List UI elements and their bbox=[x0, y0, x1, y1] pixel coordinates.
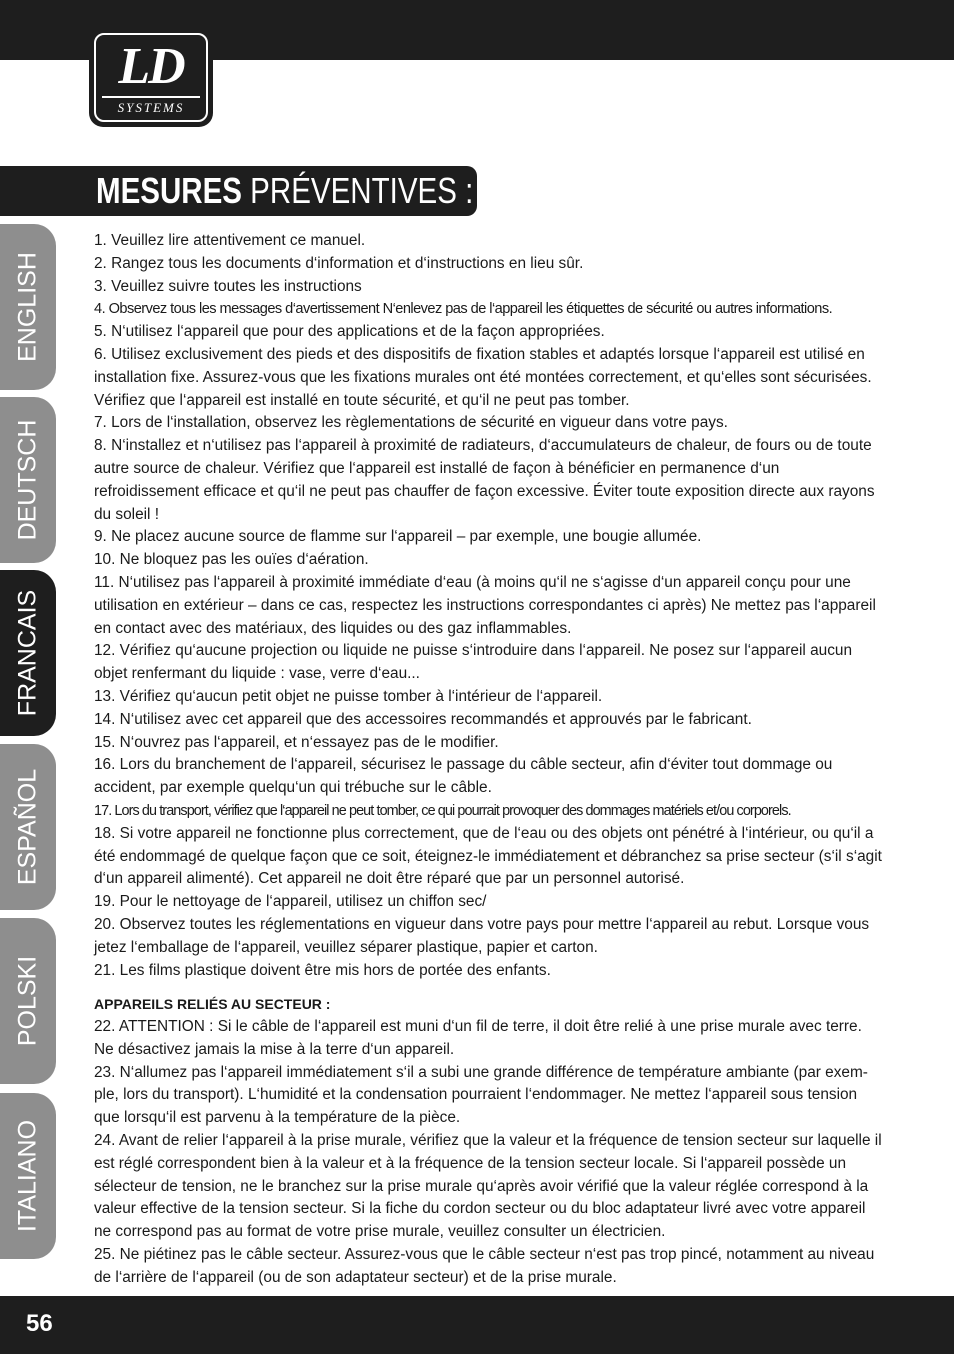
logo-divider bbox=[102, 96, 200, 98]
tab-label: ITALIANO bbox=[13, 1119, 42, 1233]
list-item: 1. Veuillez lire attentivement ce manuel. bbox=[94, 232, 366, 249]
list-item: 17. Lors du transport, vérifiez que l‘appareil ne peut tomber, ce qui pourrait provoquer des dommages matériels et/ou corporels. bbox=[94, 802, 791, 819]
list-item: 16. Lors du branchement de l‘appareil, sécurisez le passage du câble secteur, afin d‘éviter tout dommage ou accident, par exemple quelqu‘un qui trébuche sur le câble. bbox=[94, 756, 833, 797]
tab-italiano[interactable] bbox=[0, 1093, 56, 1259]
tab-deutsch[interactable] bbox=[0, 397, 56, 563]
page-number: 56 bbox=[26, 1310, 53, 1337]
list-item: 6. Utilisez exclusivement des pieds et des dispositifs de fixation stables et adaptés lorsque l‘appareil est utilisé en installation fixe. Assurez-vous que les fixations murales ont été montées correctement, et qu‘elles sont sécurisées. Vérifiez que l‘appareil est installé en toute sécurité, et qu‘il ne peut pas tomber. bbox=[94, 345, 872, 409]
page-title-rest: PRÉVENTIVES : bbox=[241, 170, 474, 211]
logo-frame bbox=[94, 33, 208, 122]
footer-bar bbox=[0, 1296, 954, 1354]
mains-list bbox=[94, 1016, 884, 1290]
list-item: 7. Lors de l‘installation, observez les règlementations de sécurité en vigueur dans votre pays. bbox=[94, 414, 728, 432]
ld-systems-logo bbox=[89, 28, 213, 127]
list-item: 4. Observez tous les messages d‘avertissement N‘enlevez pas de l‘appareil les étiquettes de sécurité ou autres informations. bbox=[94, 301, 833, 318]
page-title-bold: MESURES bbox=[96, 170, 242, 211]
logo-brand: LD bbox=[118, 38, 184, 95]
tab-label: ENGLISH bbox=[13, 252, 42, 362]
list-item: 24. Avant de relier l‘appareil à la prise murale, vérifiez que la valeur et la fréquence de tension secteur sur laquelle il est réglé correspondent bien à la valeur et à la fréquence de la tension secteur locale. Si l‘appareil possède un sélecteur de tension, ne le branchez sur la prise murale qu‘après avoir vérifié que la valeur réglée correspond à la valeur effective de la tension secteur. Si la fiche du cordon secteur ou du bloc adaptateur livré avec votre appareil ne correspond pas au format de votre prise murale, veuillez consulter un électricien. bbox=[94, 1132, 882, 1241]
list-item: 10. Ne bloquez pas les ouïes d‘aération. bbox=[94, 551, 369, 569]
tab-espaol[interactable] bbox=[0, 744, 56, 910]
section-heading: APPAREILS RELIÉS AU SECTEUR : bbox=[94, 996, 331, 1013]
logo-subtitle: SYSTEMS bbox=[117, 100, 185, 115]
list-item: 3. Veuillez suivre toutes les instructions bbox=[94, 277, 362, 295]
tab-polski[interactable] bbox=[0, 918, 56, 1084]
list-item: 14. N‘utilisez avec cet appareil que des accessoires recommandés et approuvés par le fabricant. bbox=[94, 710, 752, 728]
list-item: 20. Observez toutes les réglementations en vigueur dans votre pays pour mettre l‘appareil au rebut. Lorsque vous jetez l‘emballage de l‘appareil, veuillez séparer plastique, papier et carton. bbox=[94, 915, 870, 956]
list-item: 13. Vérifiez qu‘aucun petit objet ne puisse tomber à l‘intérieur de l‘appareil. bbox=[94, 687, 603, 705]
safety-list bbox=[94, 230, 884, 982]
list-item: 22. ATTENTION : Si le câble de l‘appareil est muni d‘un fil de terre, il doit être relié à une prise murale avec terre. Ne désactivez jamais la mise à la terre d‘un appareil. bbox=[94, 1018, 862, 1058]
tab-english[interactable] bbox=[0, 224, 56, 390]
list-item: 25. Ne piétinez pas le câble secteur. Assurez-vous que le câble secteur n‘est pas trop pincé, notamment au niveau de l‘arrière de l‘appareil (ou de son adaptateur secteur) et de la prise murale. bbox=[94, 1246, 875, 1286]
list-item: 8. N‘installez et n‘utilisez pas l‘appareil à proximité de radiateurs, d‘accumulateurs de chaleur, de fours ou de toute autre source de chaleur. Vérifiez que l‘appareil est installé de façon à bénéficier en permanence d‘un refroidissement efficace et qu‘il ne peut pas chauffer de façon excessive. Éviter toute exposition directe aux rayons du soleil ! bbox=[94, 437, 875, 523]
instructions-content bbox=[94, 230, 884, 1290]
page-title bbox=[96, 169, 473, 213]
list-item: 15. N‘ouvrez pas l‘appareil, et n‘essayez pas de le modifier. bbox=[94, 733, 499, 751]
list-item: 12. Vérifiez qu‘aucune projection ou liquide ne puisse s‘introduire dans l‘appareil. Ne posez sur l‘appareil aucun objet renfermant du liquide : vase, verre d‘eau... bbox=[94, 642, 853, 683]
tab-label: DEUTSCH bbox=[13, 419, 42, 541]
list-item: 19. Pour le nettoyage de l‘appareil, utilisez un chiffon sec/ bbox=[94, 893, 487, 911]
list-item: 21. Les films plastique doivent être mis hors de portée des enfants. bbox=[94, 961, 551, 979]
tab-francais[interactable] bbox=[0, 570, 56, 736]
tab-label: FRANCAIS bbox=[13, 589, 42, 717]
list-item: 23. N‘allumez pas l‘appareil immédiatement s‘il a subi une grande différence de température ambiante (par exem-ple, lors du transport). L‘humidité et la condensation pourraient l‘endommager. Ne mettez l‘appareil sous tension que lorsqu‘il est parvenu à la température de la pièce. bbox=[94, 1063, 868, 1127]
list-item: 5. N‘utilisez l‘appareil que pour des applications et de la façon appropriées. bbox=[94, 323, 605, 341]
list-item: 18. Si votre appareil ne fonctionne plus correctement, que de l‘eau ou des objets ont pénétré à l‘intérieur, ou qu‘il a été endommagé de quelque façon que ce soit, éteignez-le immédiatement et débranchez sa prise secteur (s‘il s‘agit d‘un appareil alimenté). Cet appareil ne doit être réparé que par un personnel autorisé. bbox=[94, 824, 882, 888]
tab-label: ESPAÑOL bbox=[13, 768, 42, 886]
list-item: 11. N‘utilisez pas l‘appareil à proximité immédiate d‘eau (à moins qu‘il ne s‘agisse d‘un appareil conçu pour une utilisation en extérieur – dans ce cas, respectez les instructions correspondantes ci après) Ne mettez pas l‘appareil en contact avec des matériaux, des liquides ou des gaz inflammables. bbox=[94, 573, 876, 637]
list-item: 9. Ne placez aucune source de flamme sur l‘appareil – par exemple, une bougie allumée. bbox=[94, 528, 702, 546]
tab-label: POLSKI bbox=[13, 955, 42, 1047]
list-item: 2. Rangez tous les documents d‘information et d‘instructions en lieu sûr. bbox=[94, 254, 584, 272]
